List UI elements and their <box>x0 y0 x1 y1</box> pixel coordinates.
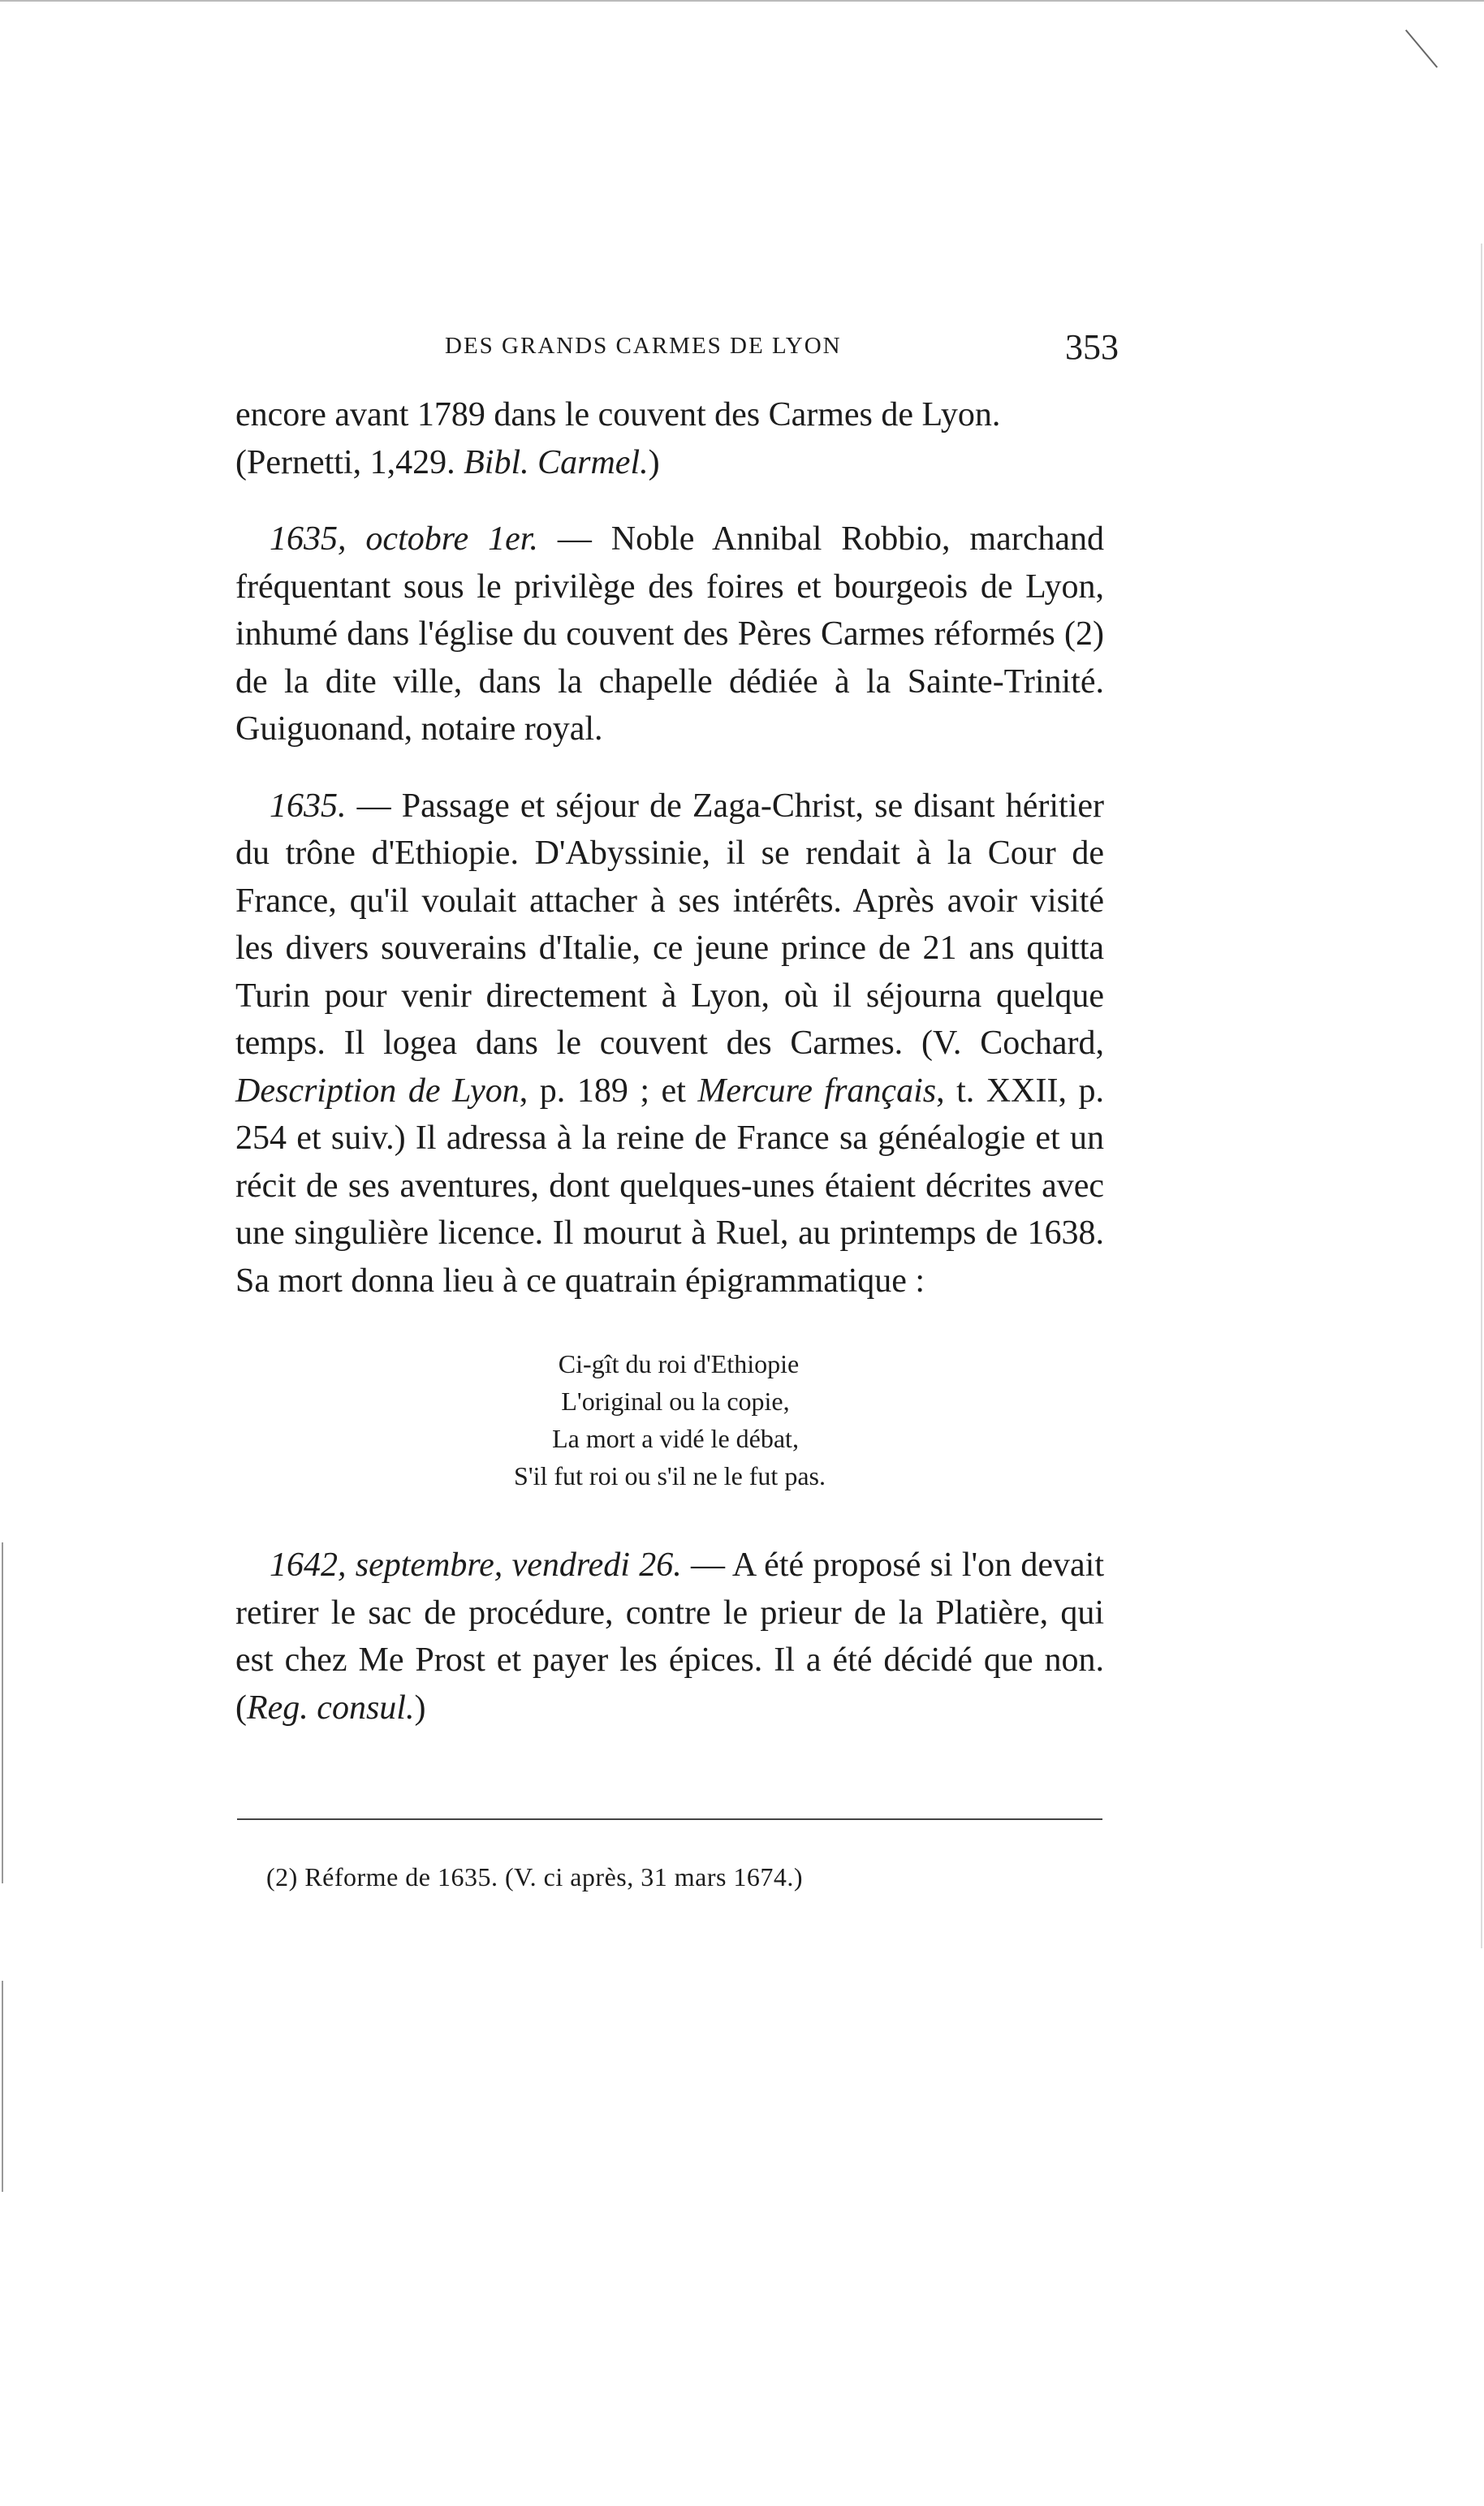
footnote-rule <box>237 1818 1102 1820</box>
citation-description-de-lyon: Description de Lyon <box>235 1072 520 1110</box>
continuation-paragraph <box>235 391 1104 486</box>
entry-text-part-a: — Passage et séjour de Zaga-Christ, se disant héritier du trône d'Ethiopie. D'Abyssinie, il se rendait à la Cour de France, qu'il voulait attacher à ses intérêts. Après avoir visité les divers souverains d'Italie, ce jeune prince de 21 ans quitta Turin pour venir directement à Lyon, où il séjourna quelque temps. Il logea dans le couvent des Carmes. (V. Cochard, <box>235 787 1104 1062</box>
quatrain-line: L'original ou la copie, <box>561 1387 790 1416</box>
citation-reg-consul: Reg. consul. <box>247 1689 415 1727</box>
entry-text: — Noble Annibal Robbio, marchand fréquentant sous le privilège des foires et bourgeois de Lyon, inhumé dans l'église du couvent des Pères Carmes réformés (2) de la dite ville, dans la chapelle dédiée à la Sainte-Trinité. Guiguonand, notaire royal. <box>235 520 1104 748</box>
entry-text-part-b: ) <box>414 1689 426 1727</box>
entry-date: 1635. <box>270 787 347 825</box>
footnote: (2) Réforme de 1635. (V. ci après, 31 mars 1674.) <box>266 1862 804 1891</box>
entry-date: 1635, octobre 1er. <box>270 520 538 558</box>
entry-1635-zaga-christ <box>235 783 1104 1305</box>
scan-edge-line-left <box>2 1542 3 1883</box>
citation-mercure-francais: Mercure français <box>697 1072 937 1110</box>
scan-edge-line-right <box>1481 244 1482 1948</box>
entry-date: 1642, septembre, vendredi 26. <box>270 1546 682 1584</box>
page-number: 353 <box>1065 327 1119 367</box>
quatrain-line: S'il fut roi ou s'il ne le fut pas. <box>514 1461 826 1490</box>
entry-1642-september <box>235 1542 1104 1732</box>
entry-1635-october <box>235 515 1104 753</box>
continuation-line-2-start: (Pernetti, 1,429. <box>235 443 464 481</box>
entry-text-part-b: , p. 189 ; et <box>519 1072 698 1110</box>
running-title: DES GRANDS CARMES DE LYON <box>445 333 842 359</box>
citation-bibl-carmel: Bibl. Carmel. <box>464 443 649 481</box>
continuation-line-2-end: ) <box>648 443 660 481</box>
continuation-line-1: encore avant 1789 dans le couvent des Carmes de Lyon. <box>235 396 1001 433</box>
scan-edge-line-left-lower <box>2 1981 3 2192</box>
entry-text-part-c: , t. XXII, p. 254 et suiv.) Il adressa à la reine de France sa généalogie et un récit de ses aventures, dont quelques-unes étaient décrites avec une singulière licence. Il mourut à Ruel, au printemps de 1638. Sa mort donna lieu à ce quatrain épigrammatique : <box>235 1072 1104 1300</box>
quatrain <box>235 1345 1104 1495</box>
main-text <box>235 391 1104 1732</box>
scan-edge-line-top <box>0 0 1484 2</box>
running-head <box>445 326 1119 375</box>
entry-text-part-a: — A été proposé si l'on devait retirer le sac de procédure, contre le prieur de la Platière, qui est chez Me Prost et payer les épices. Il a été décidé que non. ( <box>235 1546 1105 1727</box>
quatrain-line: Ci-gît du roi d'Ethiopie <box>558 1349 800 1378</box>
scan-edge-mark-right <box>1405 29 1438 67</box>
quatrain-line: La mort a vidé le débat, <box>552 1424 799 1453</box>
